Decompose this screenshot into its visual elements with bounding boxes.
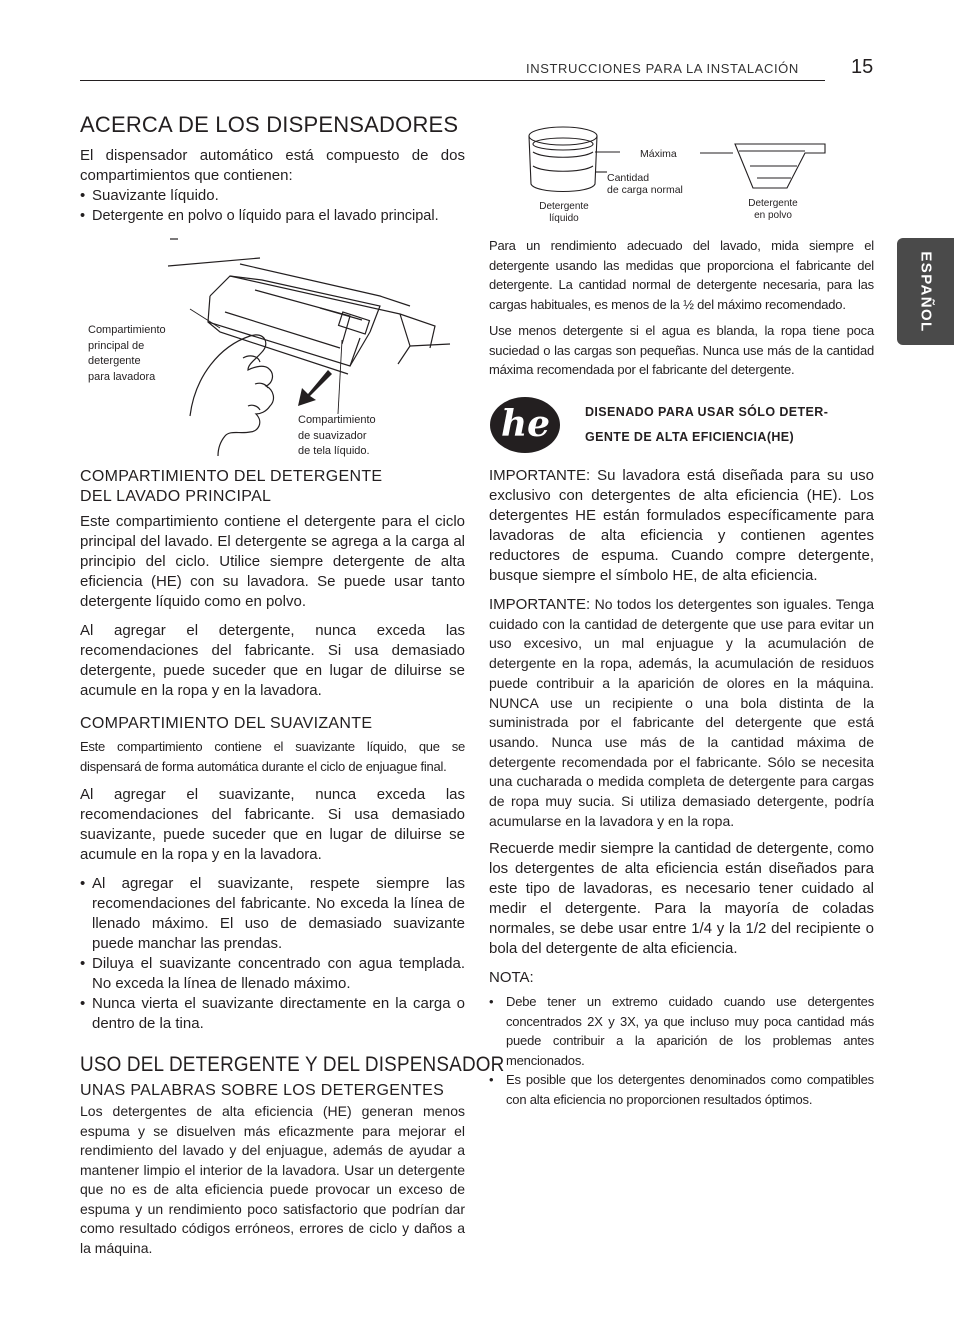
softener-bullets	[80, 874, 465, 1034]
softener-bullet: • Nunca vierta el suavizante directamente en la carga o dentro de la tina.	[80, 994, 465, 1034]
main-detergent-paragraph-1: Este compartimiento contiene el detergente para el ciclo principal del lavado. El detergente se agrega a la carga al principio del ciclo. Utilice siempre detergente de alta eficiencia (HE) con su lavadora. Se puede usar tanto detergente líquido como en polvo.	[80, 513, 465, 610]
note-item: • Es posible que los detergentes denominados como compatibles con alta eficiencia no proporcionen resultados óptimos.	[489, 1070, 874, 1109]
cup-label-normal-load: Cantidad de carga normal	[607, 172, 683, 196]
cup-label-maximum: Máxima	[640, 148, 677, 160]
figure-label-main-compartment: Compartimiento principal de detergente para lavadora	[88, 324, 166, 383]
note-item: • Debe tener un extremo cuidado cuando use detergentes concentrados 2X y 3X, ya que incluso muy poca cantidad más puede contribuir a la aparición de los problemas antes mencionados.	[489, 992, 874, 1070]
intro-item-detergent: • Detergente en polvo o líquido para el lavado principal.	[80, 206, 465, 226]
important-section	[489, 466, 874, 1109]
softener-bullet: • Al agregar el suavizante, respete siempre las recomendaciones del fabricante. No exceda la línea de llenado máximo. El uso de demasiado suavizante puede manchar las prendas.	[80, 874, 465, 954]
note-label: NOTA:	[489, 969, 534, 987]
main-detergent-paragraph-2: Al agregar el detergente, nunca exceda las recomendaciones del fabricante. Si usa demasiado detergente, puede suceder que en lugar de diluirse se acumule en la ropa y en la lavadora.	[80, 622, 465, 699]
softener-bullet: • Diluya el suavizante concentrado con agua templada. No exceda la línea de llenado máximo.	[80, 954, 465, 994]
main-detergent-section	[80, 467, 465, 1034]
main-detergent-heading: COMPARTIMIENTO DEL DETERGENTE DEL LAVADO PRINCIPAL	[80, 468, 383, 505]
measure-section	[489, 236, 874, 380]
measure-paragraph-2: Use menos detergente si el agua es blanda, la ropa tiene poca suciedad o las cargas son pequeñas. Nunca use más de la cantidad máxima recomendada por el fabricante del detergente.	[489, 323, 874, 377]
header-rule	[80, 80, 825, 81]
usage-subheading: UNAS PALABRAS SOBRE LOS DETERGENTES	[80, 1082, 445, 1099]
page-number: 15	[851, 56, 874, 78]
cup-label-liquid: Detergente líquido	[539, 201, 589, 224]
softener-paragraph-2: Al agregar el suavizante, nunca exceda las recomendaciones del fabricante. Si usa demasiado suavizante, puede suceder que en lugar de diluirse se acumule en la ropa y en la lavadora.	[80, 786, 465, 863]
remember-paragraph: Recuerde medir siempre la cantidad de detergente, como los detergentes de alta eficiencia están diseñados para este tipo de lavadoras, es necesario tener cuidado al medir el detergente. Para la mayoría de coladas normales, se debe usar entre 1/4 y la 1/2 del recipiente o bola del detergente de alta eficiencia.	[489, 840, 874, 958]
he-logo	[489, 396, 561, 454]
intro-item-softener: • Suavizante líquido.	[80, 186, 465, 206]
cup-label-powder: Detergente en polvo	[748, 198, 798, 221]
section-title-dispensers: ACERCA DE LOS DISPENSADORES	[80, 112, 459, 137]
usage-section	[80, 1053, 505, 1258]
language-tab-label: ESPAÑOL	[917, 250, 934, 333]
figure-label-softener-compartment: Compartimiento de suavizador de tela líquido.	[298, 414, 376, 457]
language-tab	[897, 238, 954, 345]
note-list	[489, 992, 874, 1109]
he-logo-text: he	[501, 403, 551, 445]
usage-paragraph: Los detergentes de alta eficiencia (HE) generan menos espuma y se disuelven más eficazmente para mejorar el rendimiento del lavado y del enjuague, además de ayudar a mantener limpio el interior de la lavadora. Usar un detergente que no es de alta eficiencia puede provocar un exceso de espuma y un rendimiento poco satisfactorio que podrían dar como resultado códigos erróneos, errores de ciclo y daños a la máquina.	[80, 1103, 465, 1256]
measure-paragraph-1: Para un rendimiento adecuado del lavado, mida siempre el detergente usando las medidas que proporciona el fabricante del detergente. La cantidad normal de detergente necesaria, para las cargas habituales, es menos de la ½ del máximo recomendado.	[489, 238, 874, 312]
important-paragraph-2: IMPORTANTE: No todos los detergentes son iguales. Tenga cuidado con la cantidad de detergente que use para evitar un uso excesivo, un mal enjuague y la acumulación de detergente en la ropa, además, la acumulación de residuos puede contribuir a la aparición de olores en la máquina. NUNCA use un recipiente o una bola distinta de la suministrada por el fabricante del detergente que está usando. Nunca use más de la cantidad máxima de detergente recomendada por el fabricante. Sólo se necesita una cucharada o medida completa de detergente para cargas de ropa muy sucia. Si utiliza demasiado detergente, podría acumularse en la lavadora y en la ropa.	[489, 596, 874, 829]
important-label: IMPORTANTE:	[489, 467, 591, 484]
he-caption: DISENADO PARA USAR SÓLO DETER- GENTE DE ALTA EFICIENCIA(HE)	[585, 405, 829, 444]
important-paragraph-1: IMPORTANTE: Su lavadora está diseñada para su uso exclusivo con detergentes de alta eficiencia (HE). Los detergentes HE están formulados específicamente para lavadoras de alta eficiencia y contienen agentes reductores de espuma. Cuando compre detergente, busque siempre el símbolo HE, de alta eficiencia.	[489, 467, 874, 584]
running-header: INSTRUCCIONES PARA LA INSTALACIÓN	[526, 61, 799, 76]
usage-title: USO DEL DETERGENTE Y DEL DISPENSADOR	[80, 1053, 505, 1076]
important-label: IMPORTANTE:	[489, 596, 591, 613]
dispensers-intro: El dispensador automático está compuesto de dos compartimientos que contienen:	[80, 147, 465, 184]
left-column	[80, 112, 465, 226]
softener-paragraph-1: Este compartimiento contiene el suavizante líquido, que se dispensará de forma automática durante el ciclo de enjuague final.	[80, 739, 465, 774]
softener-heading: COMPARTIMIENTO DEL SUAVIZANTE	[80, 715, 373, 732]
